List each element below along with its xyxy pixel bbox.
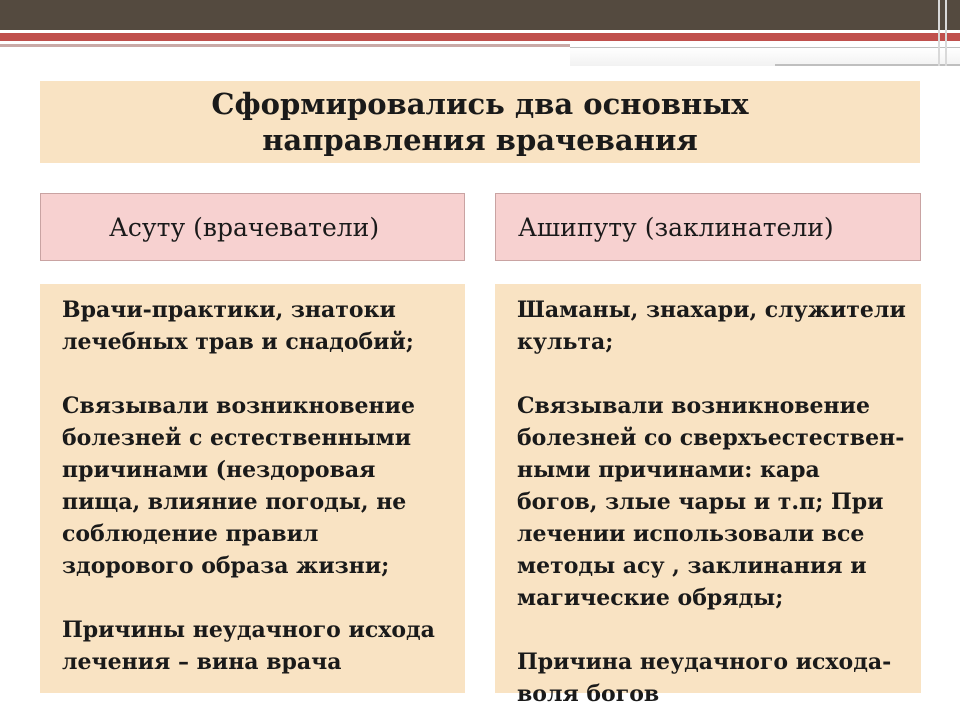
left-column-heading-box <box>40 193 465 261</box>
left-paragraph: Связывали возникновение болезней с естественными причинами (нездоровая пища, влияние погоды, не соблюдение правил здорового образа жизни; <box>62 393 415 579</box>
slide-title-box <box>40 81 920 163</box>
left-paragraph: Причины неудачного исхода лечения – вина врача <box>62 617 435 675</box>
right-paragraph: Связывали возникновение болезней со сверхъестествен- ными причинами: кара богов, злые чары и т.п; При лечении использовали все методы асу , заклинания и магические обряды; <box>517 393 905 611</box>
top-accent-thin-line <box>0 44 570 47</box>
right-paragraph: Причина неудачного исхода- воля богов <box>517 649 892 707</box>
top-right-vertical-line <box>945 0 947 66</box>
slide-title: Сформировались два основных направления врачевания <box>211 87 749 157</box>
left-column-content <box>40 284 465 693</box>
top-right-vertical-line <box>938 0 940 66</box>
right-column-heading: Ашипуту (заклинатели) <box>518 212 834 242</box>
top-right-decor-line <box>775 64 960 66</box>
left-column-heading: Асуту (врачеватели) <box>109 212 380 242</box>
top-accent-line <box>0 33 960 41</box>
right-column-heading-box <box>495 193 921 261</box>
right-paragraph: Шаманы, знахари, служители культа; <box>517 297 906 355</box>
right-column-content <box>495 284 921 707</box>
left-paragraph: Врачи-практики, знатоки лечебных трав и снадобий; <box>62 297 414 355</box>
top-decor-bar <box>0 0 960 30</box>
